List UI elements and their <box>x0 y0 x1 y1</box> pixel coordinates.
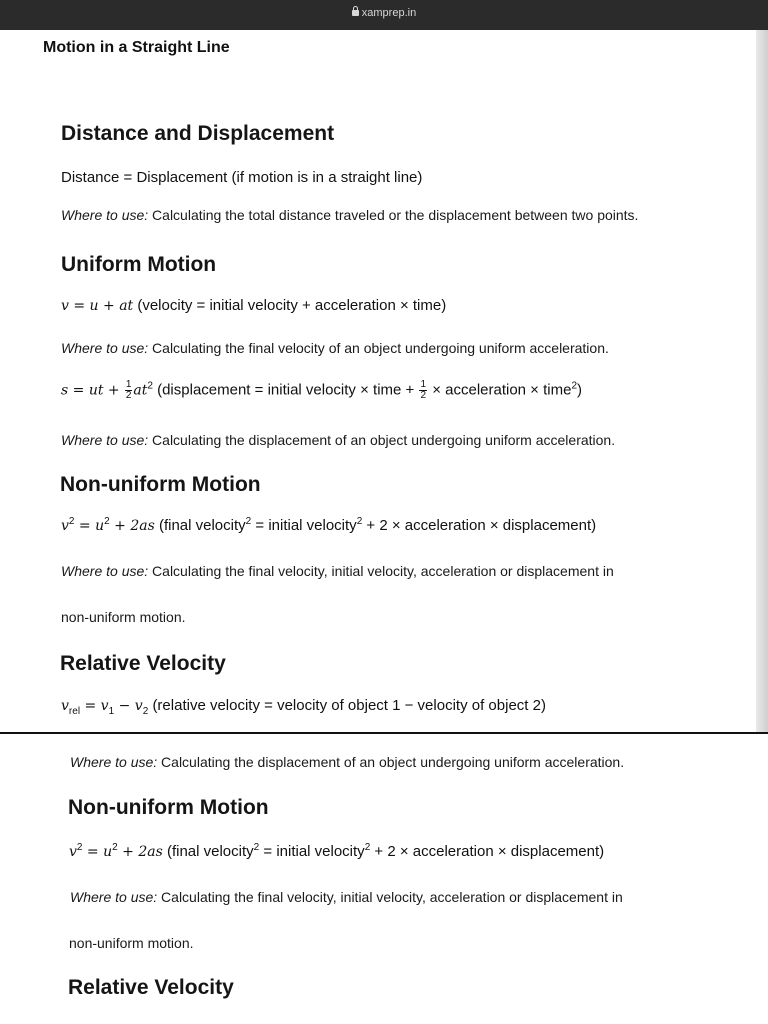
note-uniform-1: Where to use: Calculating the final velocity of an object undergoing uniform acceleration. <box>61 340 609 356</box>
url-bar[interactable] <box>0 7 768 19</box>
formula-velocity: v = u + at (velocity = initial velocity + acceleration × time) <box>61 297 447 314</box>
page-edge <box>756 30 768 732</box>
document-page <box>0 30 756 732</box>
note-nonuniform-a-repeat: Where to use: Calculating the final velocity, initial velocity, acceleration or displacement in <box>70 889 623 905</box>
browser-toolbar <box>0 0 768 30</box>
formula-nonuniform-repeat: $v^2 = u^2 + 2as$ (final velocity$^2$ = initial velocity$^2$ + 2 × acceleration × displacement) <box>69 842 605 860</box>
formula-distance: Distance = Displacement (if motion is in a straight line) <box>61 169 423 186</box>
lock-icon <box>352 10 359 16</box>
note-nonuniform-b-repeat: non-uniform motion. <box>69 935 194 951</box>
heading-relative: Relative Velocity <box>60 652 226 675</box>
screenshot-upper <box>0 30 768 732</box>
url-text: xamprep.in <box>361 7 417 19</box>
heading-nonuniform: Non-uniform Motion <box>60 473 261 496</box>
heading-uniform: Uniform Motion <box>61 253 217 276</box>
screenshot-lower <box>0 734 768 1024</box>
note-nonuniform-b: non-uniform motion. <box>61 609 186 625</box>
formula-displacement: s = ut + $\frac{1}{2}$ $at^2$ (displacement = initial velocity × time + $\frac{1}{2}$ × acceleration × time$^2$) <box>61 379 583 401</box>
note-nonuniform-a: Where to use: Calculating the final velocity, initial velocity, acceleration or displacement in <box>61 563 614 579</box>
formula-relative: $v_{rel} = v_1 - v_2$ (relative velocity = velocity of object 1 − velocity of object 2) <box>61 697 546 717</box>
note-uniform-2-repeat: Where to use: Calculating the displacement of an object undergoing uniform acceleration. <box>70 754 625 770</box>
page-title: Motion in a Straight Line <box>43 39 230 56</box>
formula-nonuniform: $v^2 = u^2 + 2as$ (final velocity$^2$ = initial velocity$^2$ + 2 × acceleration × displacement) <box>61 516 597 534</box>
note-distance: Where to use: Calculating the total distance traveled or the displacement between two points. <box>61 207 639 223</box>
heading-relative-repeat: Relative Velocity <box>68 976 234 999</box>
heading-distance: Distance and Displacement <box>61 122 335 145</box>
note-uniform-2: Where to use: Calculating the displacement of an object undergoing uniform acceleration. <box>61 432 616 448</box>
heading-nonuniform-repeat: Non-uniform Motion <box>68 796 269 819</box>
where-label: Where to use: <box>61 207 149 223</box>
